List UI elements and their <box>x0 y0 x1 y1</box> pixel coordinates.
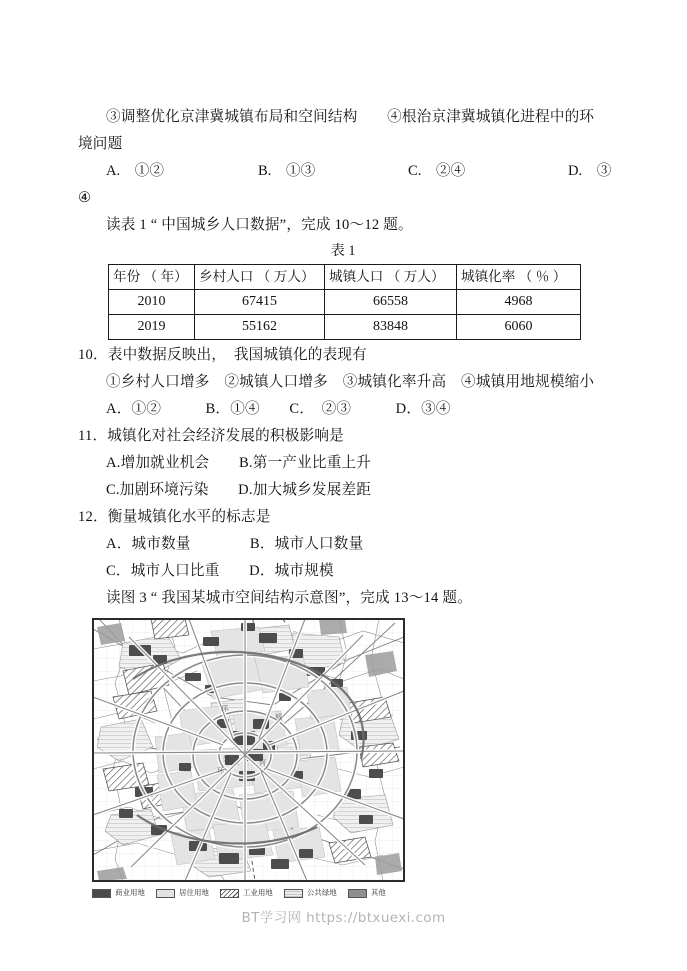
question11-stem: 11．城镇化对社会经济发展的积极影响是 <box>78 428 344 444</box>
table-intro-text: 读表 1 “ 中国城乡人口数据”，完成 10～12 题。 <box>106 217 413 233</box>
legend-label-industrial: 工业用地 <box>242 888 273 897</box>
cell-year: 2019 <box>109 315 195 340</box>
city-map-graphic <box>93 619 404 881</box>
site-watermark: BT学习网 https://btxuexi.com <box>241 910 446 926</box>
cell-urban-population: 66558 <box>325 290 457 315</box>
column-header-rural-population: 乡村人口 （ 万人） <box>195 265 325 290</box>
question9-option-b[interactable]: B. ①③ <box>258 163 316 179</box>
cell-year: 2010 <box>109 290 195 315</box>
map-legend <box>92 888 405 898</box>
question9-stem-line1: ③调整优化京津冀城镇布局和空间结构 ④根治京津冀城镇化进程中的环 <box>106 109 595 125</box>
question9-option-d[interactable]: D. ③ <box>568 163 612 179</box>
question10-options[interactable]: A．①② B．①④ C． ②③ D．③④ <box>106 401 451 417</box>
question12-options-line1[interactable]: A．城市数量 B．城市人口数量 <box>106 536 364 552</box>
question9-option-a[interactable]: A. ①② <box>106 163 164 179</box>
figure-intro-text: 读图 3 “ 我国某城市空间结构示意图”，完成 13～14 题。 <box>106 590 472 606</box>
legend-item-industrial <box>220 888 273 898</box>
question12-options-line2[interactable]: C．城市人口比重 D．城市规模 <box>106 563 334 579</box>
column-header-urbanization-rate: 城镇化率 （ ％ ） <box>457 265 581 290</box>
question9-options <box>78 158 612 185</box>
table-caption: 表 1 <box>330 243 356 259</box>
page-content <box>78 104 612 898</box>
cell-rural-population: 55162 <box>195 315 325 340</box>
question11-options-line2[interactable]: C.加剧环境污染 D.加大城乡发展差距 <box>106 482 372 498</box>
table-row <box>109 290 581 315</box>
legend-label-green-space: 公共绿地 <box>306 888 337 897</box>
table-row <box>109 315 581 340</box>
svg-text:外: 外 <box>223 755 230 763</box>
question9-option-c[interactable]: C. ②④ <box>408 163 466 179</box>
legend-item-residential <box>156 888 209 898</box>
other-swatch-icon <box>348 889 367 898</box>
legend-item-green-space <box>284 888 337 898</box>
question11-options-line1[interactable]: A.增加就业机会 B.第一产业比重上升 <box>106 455 372 471</box>
map-frame <box>92 618 405 882</box>
cell-rural-population: 67415 <box>195 290 325 315</box>
question9-option-d-wrap: ④ <box>78 190 92 206</box>
residential-swatch-icon <box>156 889 175 898</box>
question10-stem: 10．表中数据反映出， 我国城镇化的表现有 <box>78 347 367 363</box>
green-space-swatch-icon <box>284 889 303 898</box>
legend-label-residential: 居住用地 <box>178 888 209 897</box>
svg-text:城: 城 <box>275 713 282 721</box>
svg-text:环: 环 <box>217 767 224 775</box>
figure-city-spatial-structure <box>92 618 405 898</box>
legend-item-commercial <box>92 888 145 898</box>
cell-urban-population: 83848 <box>325 315 457 340</box>
svg-text:河: 河 <box>259 759 266 767</box>
commercial-swatch-icon <box>92 889 111 898</box>
question9-stem-line2: 境问题 <box>78 136 123 152</box>
column-header-year: 年份 （ 年） <box>109 265 195 290</box>
legend-item-other <box>348 888 386 898</box>
urban-rural-population-table <box>108 264 581 340</box>
table-header-row <box>109 265 581 290</box>
cell-urbanization-rate: 6060 <box>457 315 581 340</box>
legend-label-other: 其他 <box>370 888 386 897</box>
legend-label-commercial: 商业用地 <box>115 888 145 897</box>
question10-items: ①乡村人口增多 ②城镇人口增多 ③城镇化率升高 ④城镇用地规模缩小 <box>106 374 595 390</box>
question12-stem: 12．衡量城镇化水平的标志是 <box>78 509 271 525</box>
column-header-urban-population: 城镇人口 （ 万人） <box>325 265 457 290</box>
cell-urbanization-rate: 4968 <box>457 290 581 315</box>
industrial-swatch-icon <box>220 889 239 898</box>
svg-text:环: 环 <box>221 705 228 713</box>
